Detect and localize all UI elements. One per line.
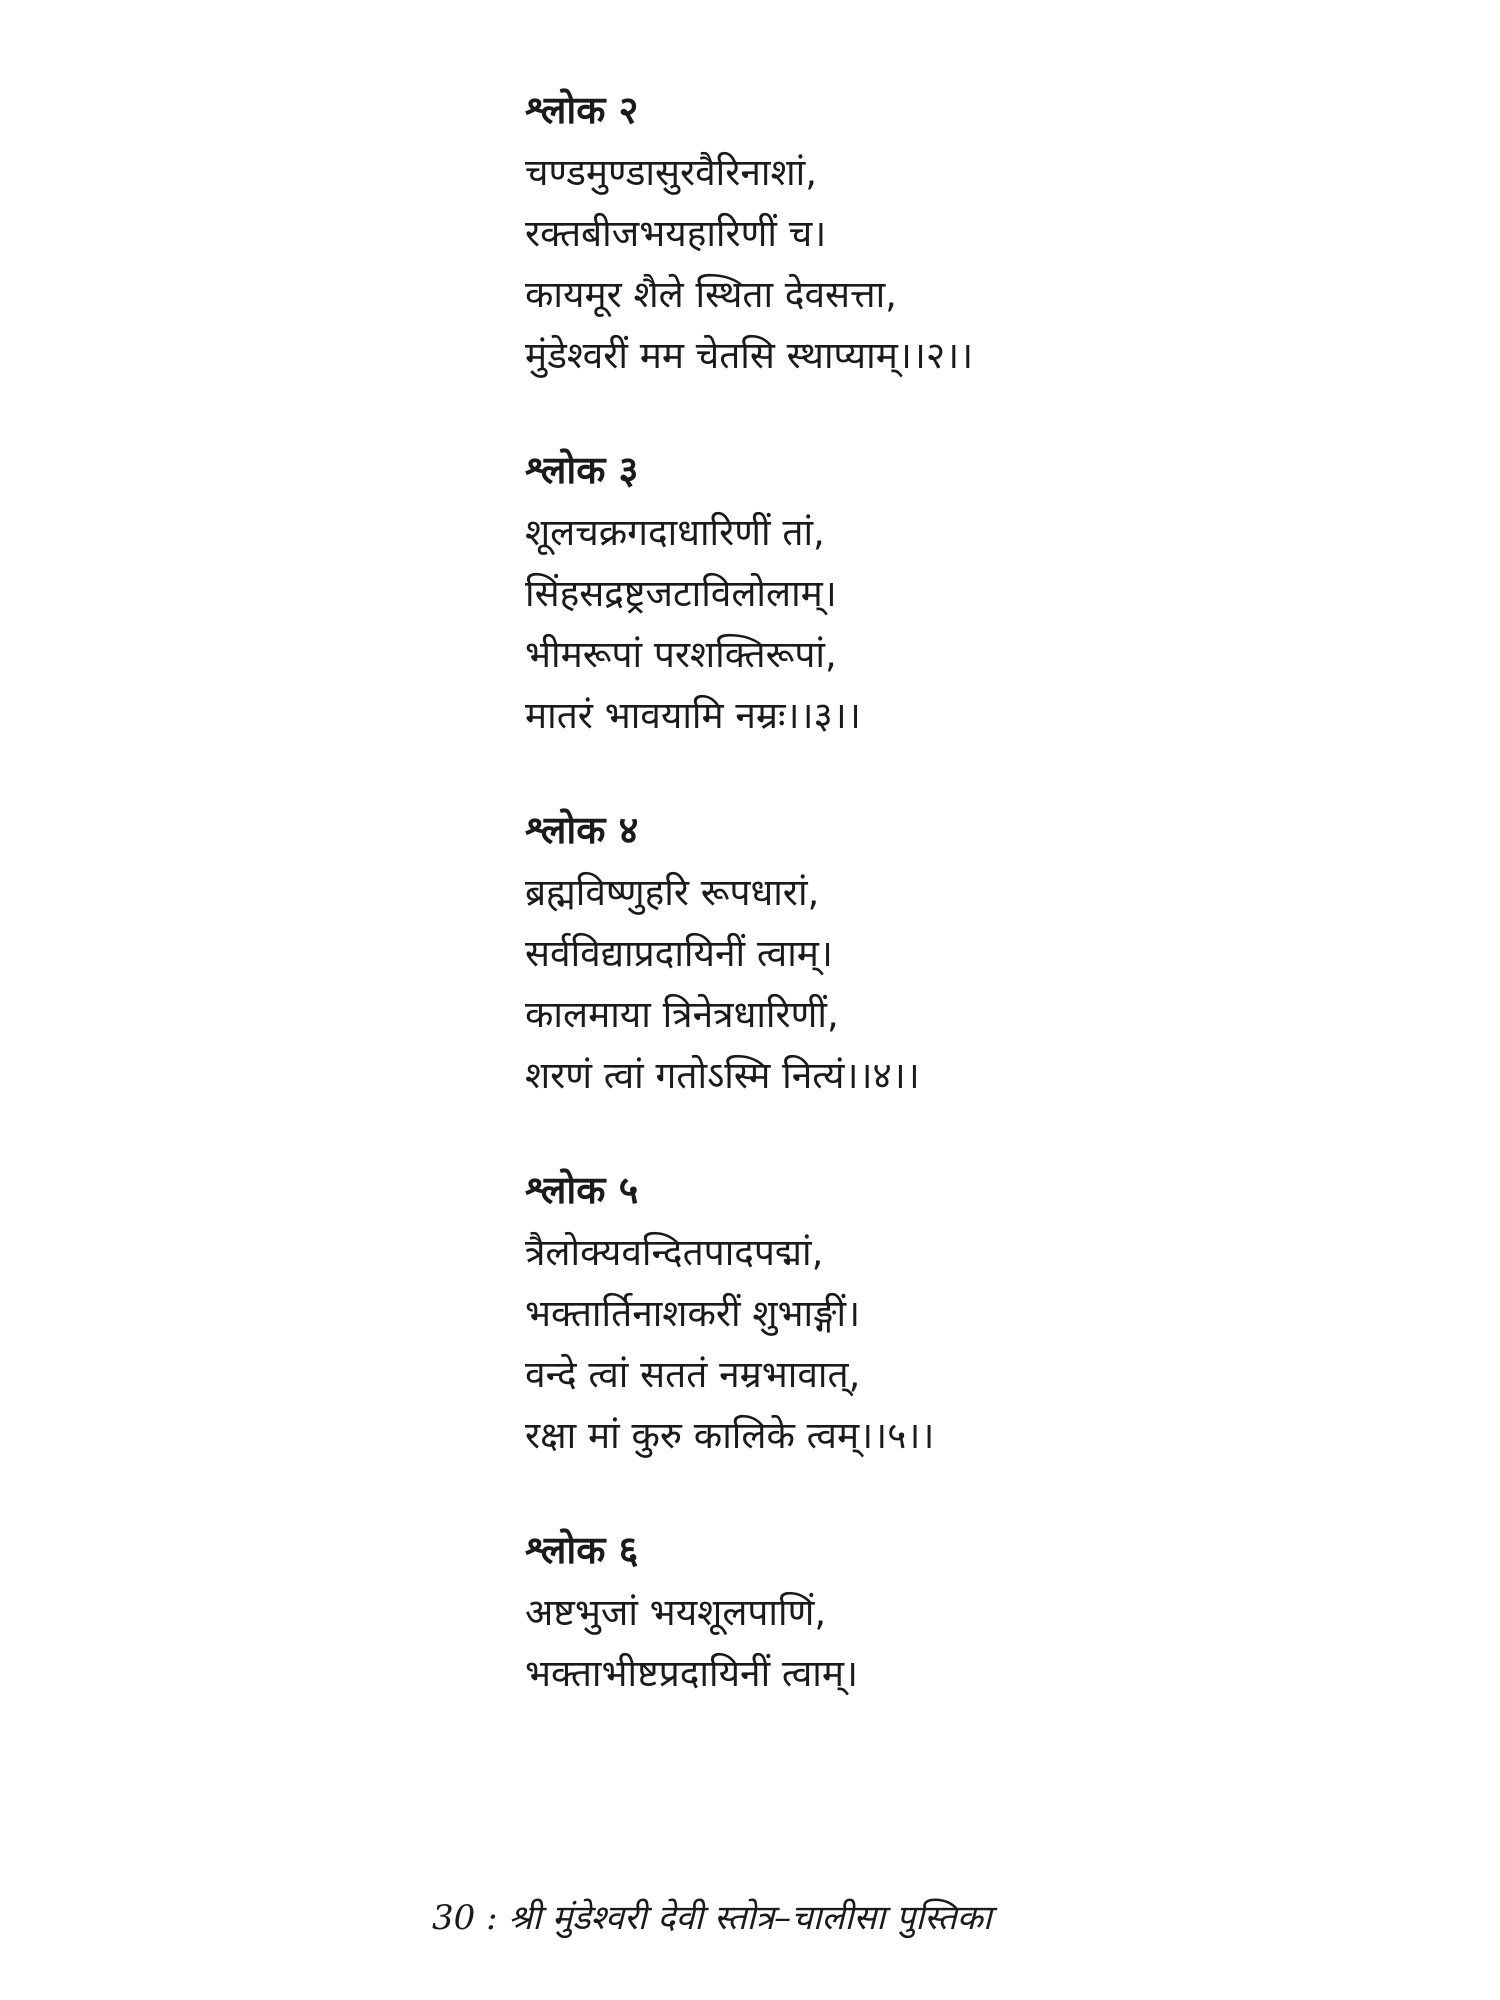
- verse-line: कायमूर शैले स्थिता देवसत्ता,: [525, 273, 897, 316]
- shloka-block: [525, 1518, 1425, 1704]
- verse-line: चण्डमुण्डासुरवैरिनाशां,: [525, 151, 817, 194]
- shloka-heading: श्लोक ४: [525, 808, 639, 852]
- verse-line: शरणं त्वां गतोऽस्मि नित्यं।।४।।: [525, 1054, 920, 1097]
- verse-line: भक्तार्तिनाशकरीं शुभाङ्गीं।: [525, 1292, 861, 1335]
- page-footer: 30 : श्री मुंडेश्वरी देवी स्तोत्र–चालीसा पुस्तिका: [432, 1898, 992, 1938]
- verse-line: कालमाया त्रिनेत्रधारिणीं,: [525, 993, 839, 1036]
- shloka-column: [525, 78, 1425, 1756]
- verse-line: त्रैलोक्यवन्दितपादपद्मां,: [525, 1231, 824, 1274]
- verse-line: शूलचक्रगदाधारिणीं तां,: [525, 511, 825, 554]
- verse-line: सर्वविद्याप्रदायिनीं त्वाम्।: [525, 932, 833, 975]
- shloka-block: [525, 798, 1425, 1106]
- verse-line: अष्टभुजां भयशूलपाणिं,: [525, 1591, 827, 1634]
- verse-line: ब्रह्मविष्णुहरि रूपधारां,: [525, 871, 820, 914]
- verse-line: मातरं भावयामि नम्रः।।३।।: [525, 694, 861, 737]
- verse-line: भक्ताभीष्टप्रदायिनीं त्वाम्।: [525, 1652, 859, 1695]
- shloka-block: [525, 78, 1425, 386]
- verse-line: रक्तबीजभयहारिणीं च।: [525, 212, 827, 255]
- shloka-heading: श्लोक ३: [525, 448, 639, 492]
- shloka-heading: श्लोक ६: [525, 1528, 639, 1572]
- verse-line: वन्दे त्वां सततं नम्रभावात्,: [525, 1353, 861, 1396]
- verse-line: मुंडेश्वरीं मम चेतसि स्थाप्याम्।।२।।: [525, 334, 974, 377]
- shloka-block: [525, 438, 1425, 746]
- verse-line: भीमरूपां परशक्तिरूपां,: [525, 633, 837, 676]
- shloka-block: [525, 1158, 1425, 1466]
- shloka-heading: श्लोक ५: [525, 1168, 639, 1212]
- verse-line: सिंहसद्रष्ट्रजटाविलोलाम्।: [525, 572, 837, 615]
- verse-line: रक्षा मां कुरु कालिके त्वम्।।५।।: [525, 1414, 935, 1457]
- shloka-heading: श्लोक २: [525, 88, 639, 132]
